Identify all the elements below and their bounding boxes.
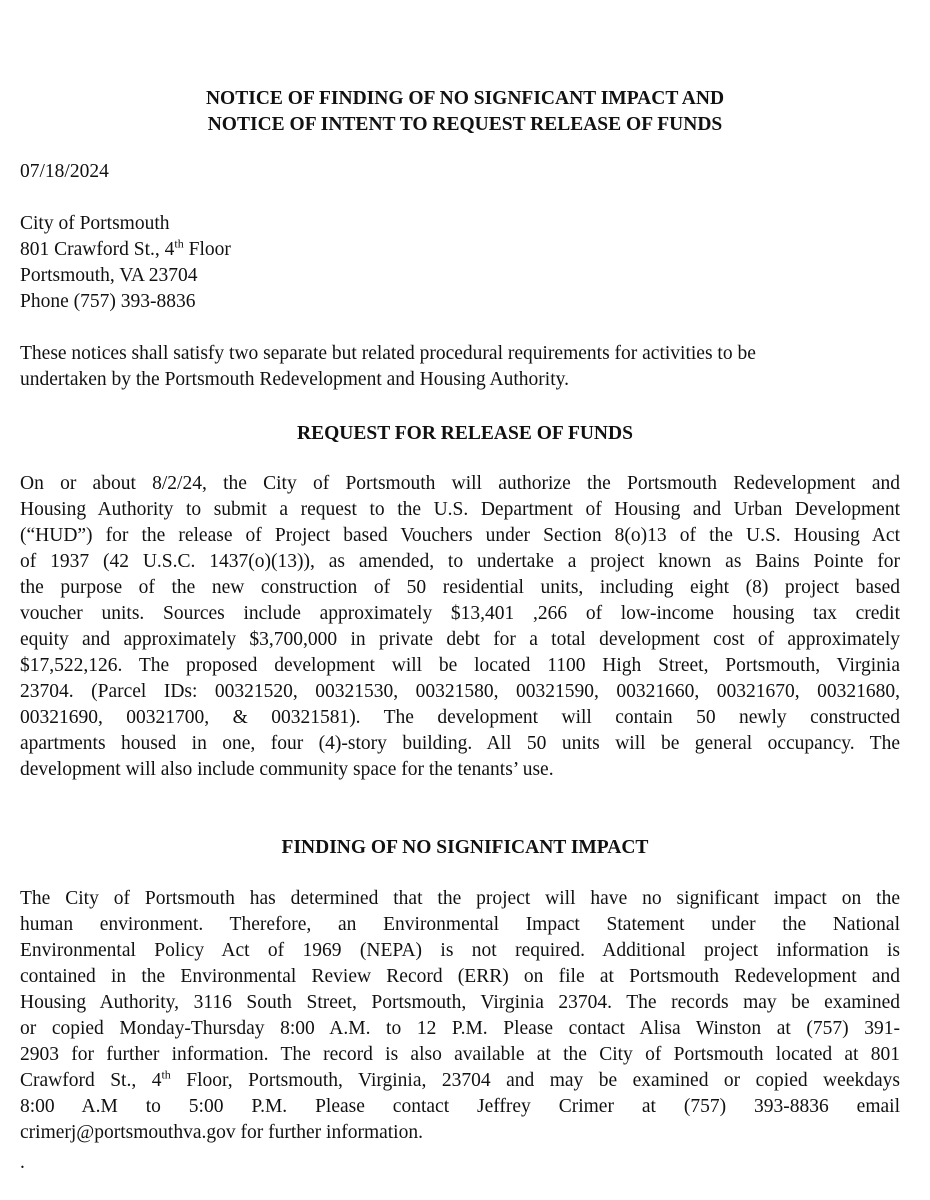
rrof-line: equity and approximately $3,700,000 in private debt for a total development cost of approximately — [20, 629, 900, 650]
fonsi-line: or copied Monday-Thursday 8:00 A.M. to 12 P.M. Please contact Alisa Winston at (757) 391- — [20, 1018, 900, 1039]
rrof-line: On or about 8/2/24, the City of Portsmouth will authorize the Portsmouth Redevelopment and — [20, 473, 900, 494]
rrof-line: 00321690, 00321700, & 00321581). The development will contain 50 newly constructed — [20, 707, 900, 728]
rrof-line: (“HUD”) for the release of Project based Vouchers under Section 8(o)13 of the U.S. Housing Act — [20, 525, 900, 546]
title-line-2: NOTICE OF INTENT TO REQUEST RELEASE OF FUNDS — [207, 114, 723, 135]
address-block — [20, 211, 900, 315]
notice-title — [0, 86, 930, 138]
fonsi-line: Environmental Policy Act of 1969 (NEPA) is not required. Additional project information is — [20, 940, 900, 961]
address-city: Portsmouth, VA 23704 — [20, 265, 198, 286]
rrof-line: development will also include community space for the tenants’ use. — [20, 759, 554, 780]
fonsi-heading: FINDING OF NO SIGNIFICANT IMPACT — [281, 837, 649, 858]
rrof-line: the purpose of the new construction of 50 residential units, including eight (8) project based — [20, 577, 900, 598]
trailing-mark: . — [20, 1152, 25, 1173]
rrof-line: 23704. (Parcel IDs: 00321520, 00321530, 00321580, 00321590, 00321660, 00321670, 00321680, — [20, 681, 900, 702]
fonsi-line: The City of Portsmouth has determined that the project will have no significant impact on the — [20, 888, 900, 909]
fonsi-line: 8:00 A.M to 5:00 P.M. Please contact Jeffrey Crimer at (757) 393-8836 email — [20, 1096, 900, 1117]
address-street: 801 Crawford St., 4th Floor — [20, 236, 231, 260]
rrof-line: $17,522,126. The proposed development will be located 1100 High Street, Portsmouth, Virginia — [20, 655, 900, 676]
intro-paragraph — [20, 341, 900, 393]
rrof-line: of 1937 (42 U.S.C. 1437(o)(13)), as amended, to undertake a project known as Bains Pointe for — [20, 551, 900, 572]
notice-date: 07/18/2024 — [20, 161, 109, 182]
address-name: City of Portsmouth — [20, 213, 170, 234]
intro-line-2: undertaken by the Portsmouth Redevelopment and Housing Authority. — [20, 369, 569, 390]
rrof-line: voucher units. Sources include approximately $13,401 ,266 of low-income housing tax credit — [20, 603, 900, 624]
intro-line-1: These notices shall satisfy two separate but related procedural requirements for activities to be — [20, 343, 756, 364]
rrof-line: Housing Authority to submit a request to the U.S. Department of Housing and Urban Development — [20, 499, 900, 520]
rrof-line: apartments housed in one, four (4)-story building. All 50 units will be general occupancy. The — [20, 733, 900, 754]
fonsi-line: crimerj@portsmouthva.gov for further information. — [20, 1122, 423, 1143]
fonsi-paragraph — [20, 886, 900, 1146]
title-line-1: NOTICE OF FINDING OF NO SIGNFICANT IMPACT AND — [205, 88, 725, 109]
fonsi-line: contained in the Environmental Review Record (ERR) on file at Portsmouth Redevelopment and — [20, 966, 900, 987]
fonsi-line: human environment. Therefore, an Environmental Impact Statement under the National — [20, 914, 900, 935]
rrof-paragraph — [20, 471, 900, 783]
fonsi-line: 2903 for further information. The record is also available at the City of Portsmouth located at 801 — [20, 1044, 900, 1065]
fonsi-line: Housing Authority, 3116 South Street, Portsmouth, Virginia 23704. The records may be examined — [20, 992, 900, 1013]
fonsi-line: Crawford St., 4th Floor, Portsmouth, Virginia, 23704 and may be examined or copied weekdays — [20, 1067, 900, 1091]
address-phone: Phone (757) 393-8836 — [20, 291, 196, 312]
rrof-heading: REQUEST FOR RELEASE OF FUNDS — [297, 423, 633, 444]
